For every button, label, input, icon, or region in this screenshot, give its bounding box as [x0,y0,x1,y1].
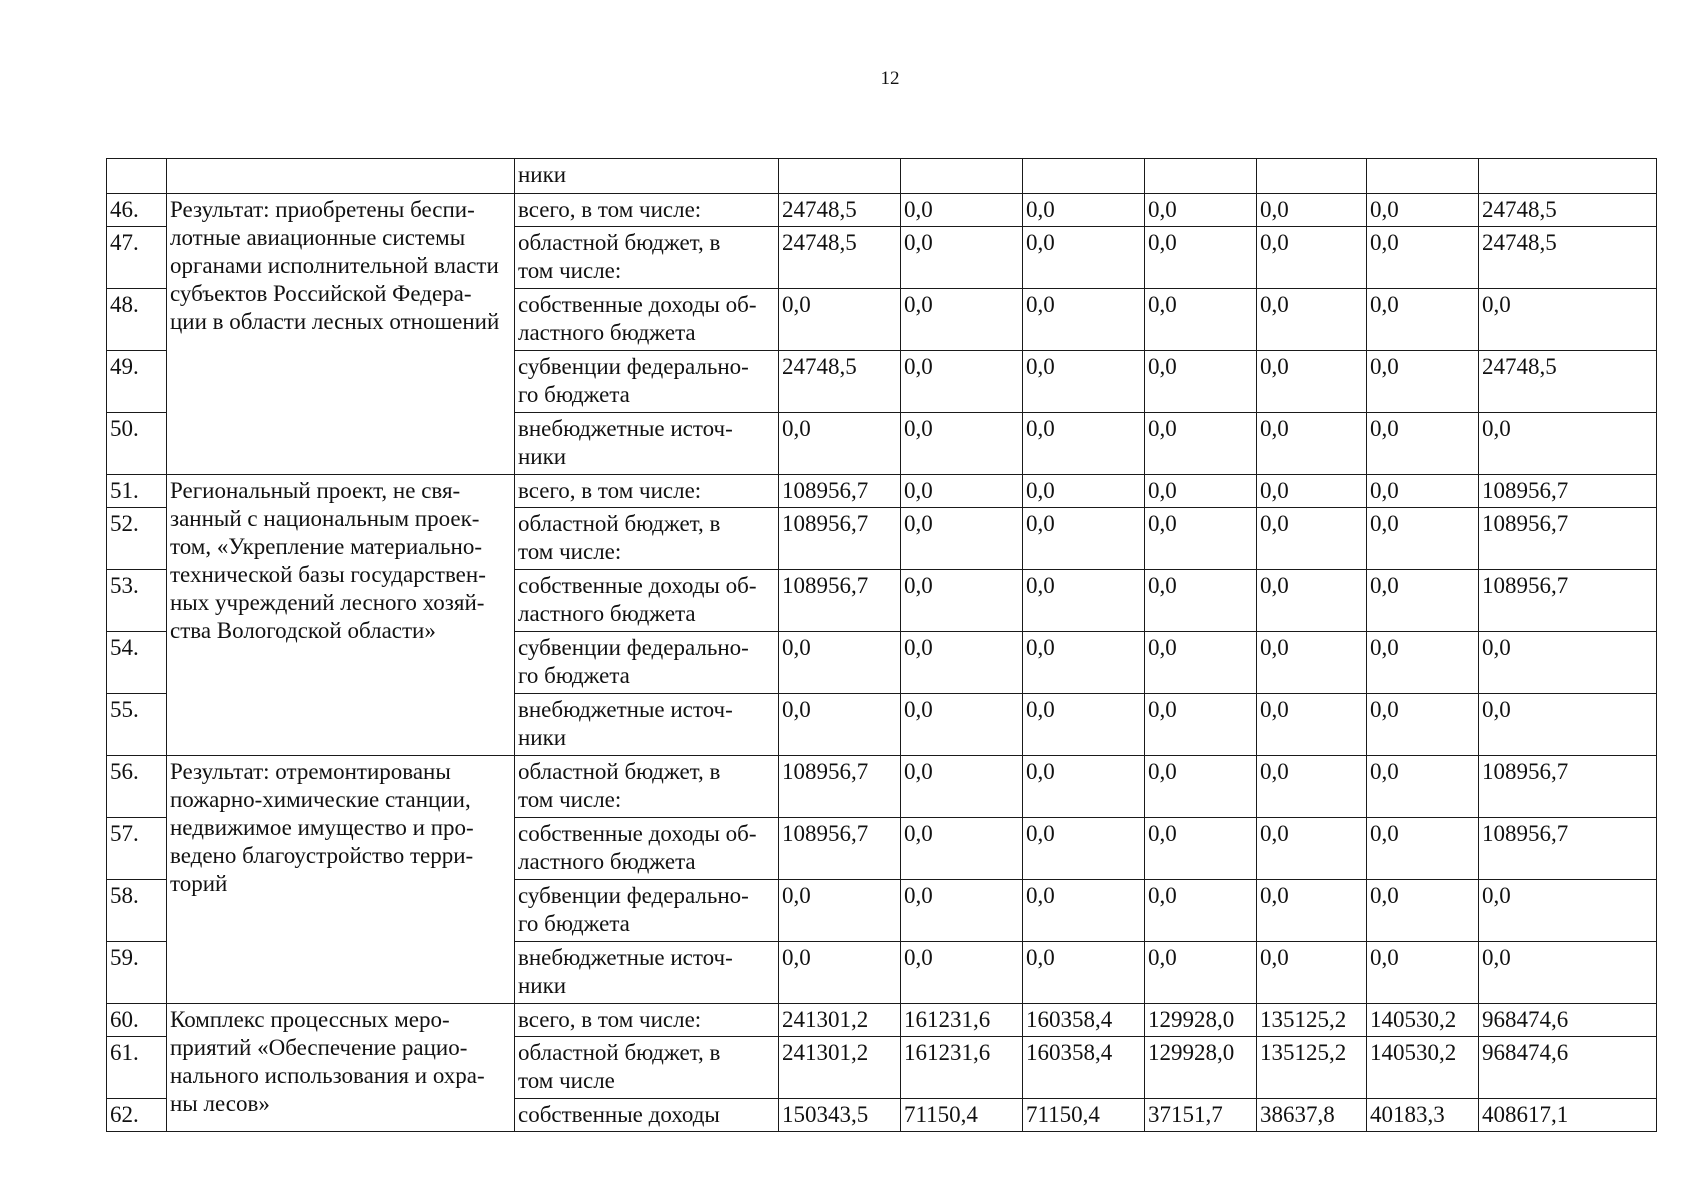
row-number-cell: 47. [107,227,167,289]
value-cell: 0,0 [1257,508,1367,570]
value-cell [1023,159,1145,194]
value-cell: 0,0 [901,818,1023,880]
funding-source-cell [515,756,779,818]
description-cell [167,756,515,1004]
funding-source-line: ластного бюджета [518,849,696,874]
description-cell [167,159,515,194]
value-cell: 0,0 [1145,194,1257,227]
funding-source-line: субвенции федерально- [518,354,749,379]
value-cell: 161231,6 [901,1037,1023,1099]
value-cell: 0,0 [901,694,1023,756]
value-cell: 108956,7 [779,818,901,880]
funding-source-line: го бюджета [518,382,630,407]
funding-source-cell [515,570,779,632]
value-cell: 0,0 [1023,351,1145,413]
description-line: лотные авиационные системы [170,225,466,250]
funding-source-line: внебюджетные источ- [518,697,733,722]
description-line: торий [170,871,228,896]
value-cell: 108956,7 [1479,818,1657,880]
value-cell: 0,0 [1023,475,1145,508]
funding-source-line: ники [518,725,567,750]
funding-source-line: областной бюджет, в [518,759,721,784]
row-number-cell: 61. [107,1037,167,1099]
value-cell: 0,0 [779,880,901,942]
value-cell: 24748,5 [1479,194,1657,227]
funding-source-line: том числе: [518,787,622,812]
value-cell: 0,0 [1145,413,1257,475]
row-number-cell: 50. [107,413,167,475]
value-cell: 0,0 [1145,818,1257,880]
description-cell [167,475,515,756]
value-cell: 0,0 [1145,756,1257,818]
value-cell: 108956,7 [779,756,901,818]
value-cell: 0,0 [1023,632,1145,694]
funding-source-line: областной бюджет, в [518,1040,721,1065]
description-line: ных учреждений лесного хозяй- [170,590,485,615]
value-cell: 0,0 [901,880,1023,942]
table-row [107,756,1657,818]
value-cell: 0,0 [1145,351,1257,413]
value-cell: 108956,7 [1479,570,1657,632]
description-line: пожарно-химические станции, [170,787,471,812]
value-cell: 129928,0 [1145,1004,1257,1037]
value-cell: 0,0 [1367,632,1479,694]
description-line: занный с национальным проек- [170,506,480,531]
funding-source-line: том числе: [518,258,622,283]
value-cell: 0,0 [1023,227,1145,289]
value-cell: 0,0 [1145,508,1257,570]
row-number-cell: 58. [107,880,167,942]
row-number-cell: 52. [107,508,167,570]
value-cell: 108956,7 [779,475,901,508]
value-cell [1479,159,1657,194]
value-cell: 0,0 [1023,694,1145,756]
funding-source-line: том числе [518,1068,615,1093]
value-cell: 0,0 [1367,475,1479,508]
value-cell: 0,0 [1367,880,1479,942]
table-row [107,194,1657,227]
value-cell: 0,0 [1145,570,1257,632]
funding-source-line: субвенции федерально- [518,883,749,908]
value-cell: 0,0 [1367,227,1479,289]
table-body [107,159,1657,1132]
value-cell: 0,0 [1023,570,1145,632]
value-cell: 0,0 [1023,289,1145,351]
description-line: приятий «Обеспечение рацио- [170,1035,468,1060]
value-cell: 0,0 [779,694,901,756]
row-number-cell: 59. [107,942,167,1004]
funding-source-line: областной бюджет, в [518,230,721,255]
funding-source-line: ластного бюджета [518,320,696,345]
value-cell: 150343,5 [779,1099,901,1132]
funding-source-line: собственные доходы об- [518,573,757,598]
value-cell: 0,0 [901,194,1023,227]
value-cell: 129928,0 [1145,1037,1257,1099]
value-cell: 0,0 [1479,632,1657,694]
description-line: Комплекс процессных меро- [170,1007,450,1032]
funding-source-line: всего, в том числе: [518,1007,702,1032]
funding-source-cell [515,194,779,227]
funding-source-line: всего, в том числе: [518,478,702,503]
funding-source-line: областной бюджет, в [518,511,721,536]
value-cell: 24748,5 [1479,227,1657,289]
value-cell: 108956,7 [1479,508,1657,570]
value-cell: 0,0 [901,351,1023,413]
value-cell: 0,0 [901,289,1023,351]
funding-source-line: ластного бюджета [518,601,696,626]
value-cell: 108956,7 [779,508,901,570]
value-cell: 0,0 [1479,289,1657,351]
value-cell [1367,159,1479,194]
value-cell: 0,0 [901,570,1023,632]
value-cell: 71150,4 [901,1099,1023,1132]
value-cell: 0,0 [1479,880,1657,942]
value-cell: 0,0 [1145,694,1257,756]
value-cell: 0,0 [1367,508,1479,570]
description-line: Результат: отремонтированы [170,759,451,784]
value-cell: 0,0 [901,508,1023,570]
row-number-cell: 54. [107,632,167,694]
value-cell: 0,0 [1257,413,1367,475]
table-row [107,1004,1657,1037]
value-cell: 0,0 [1023,818,1145,880]
value-cell: 160358,4 [1023,1004,1145,1037]
value-cell: 24748,5 [1479,351,1657,413]
description-cell [167,194,515,475]
value-cell: 0,0 [901,475,1023,508]
row-number-cell: 60. [107,1004,167,1037]
funding-source-cell [515,1004,779,1037]
value-cell: 0,0 [779,632,901,694]
value-cell: 0,0 [1145,942,1257,1004]
value-cell: 0,0 [1367,194,1479,227]
funding-source-line: го бюджета [518,911,630,936]
value-cell: 0,0 [1023,942,1145,1004]
value-cell: 0,0 [779,413,901,475]
value-cell: 0,0 [1145,227,1257,289]
description-cell [167,1004,515,1132]
funding-source-cell [515,818,779,880]
value-cell: 71150,4 [1023,1099,1145,1132]
description-line: субъектов Российской Федера- [170,281,472,306]
funding-source-cell [515,475,779,508]
value-cell: 0,0 [779,289,901,351]
funding-source-line: том числе: [518,539,622,564]
row-number-cell: 56. [107,756,167,818]
row-number-cell: 62. [107,1099,167,1132]
value-cell: 108956,7 [779,570,901,632]
funding-source-line: субвенции федерально- [518,635,749,660]
funding-source-cell: ники [515,159,779,194]
funding-source-cell [515,1037,779,1099]
description-line: органами исполнительной власти [170,253,499,278]
value-cell: 0,0 [1023,508,1145,570]
value-cell: 135125,2 [1257,1037,1367,1099]
value-cell: 24748,5 [779,351,901,413]
description-line: ны лесов» [170,1091,270,1116]
row-number-cell: 48. [107,289,167,351]
row-number-cell [107,159,167,194]
row-number-cell: 51. [107,475,167,508]
value-cell: 0,0 [1257,632,1367,694]
value-cell [1145,159,1257,194]
value-cell: 0,0 [1257,694,1367,756]
page-number: 12 [880,68,900,89]
row-number-cell: 57. [107,818,167,880]
funding-source-cell [515,880,779,942]
funding-source-line: внебюджетные источ- [518,945,733,970]
description-line: технической базы государствен- [170,562,486,587]
value-cell: 0,0 [1367,413,1479,475]
description-line: Результат: приобретены беспи- [170,197,475,222]
funding-source-cell [515,1099,779,1132]
value-cell: 108956,7 [1479,475,1657,508]
funding-source-line: собственные доходы [518,1102,720,1127]
value-cell: 37151,7 [1145,1099,1257,1132]
value-cell: 0,0 [901,942,1023,1004]
value-cell [901,159,1023,194]
value-cell: 0,0 [1367,570,1479,632]
description-line: ции в области лесных отношений [170,309,500,334]
value-cell: 135125,2 [1257,1004,1367,1037]
value-cell: 0,0 [1145,632,1257,694]
value-cell: 0,0 [1257,756,1367,818]
value-cell: 0,0 [1257,570,1367,632]
row-number-cell: 55. [107,694,167,756]
description-line: ства Вологодской области» [170,618,436,643]
value-cell: 0,0 [1367,756,1479,818]
row-number-cell: 53. [107,570,167,632]
value-cell: 0,0 [1023,194,1145,227]
funding-source-cell [515,413,779,475]
value-cell: 0,0 [1145,475,1257,508]
value-cell: 24748,5 [779,194,901,227]
funding-source-line: ники [518,444,567,469]
funding-source-line: собственные доходы об- [518,292,757,317]
value-cell: 0,0 [1367,818,1479,880]
value-cell: 161231,6 [901,1004,1023,1037]
description-line: нального использования и охра- [170,1063,485,1088]
description-line: Региональный проект, не свя- [170,478,461,503]
value-cell: 24748,5 [779,227,901,289]
value-cell: 968474,6 [1479,1037,1657,1099]
value-cell: 0,0 [1479,694,1657,756]
funding-source-line: всего, в том числе: [518,197,702,222]
value-cell: 0,0 [1367,694,1479,756]
value-cell: 0,0 [1367,351,1479,413]
funding-source-cell [515,289,779,351]
funding-source-cell [515,694,779,756]
value-cell: 38637,8 [1257,1099,1367,1132]
value-cell: 0,0 [1257,942,1367,1004]
table-row [107,475,1657,508]
value-cell: 140530,2 [1367,1004,1479,1037]
description-line: том, «Укрепление материально- [170,534,483,559]
budget-table [106,158,1657,1132]
value-cell: 0,0 [901,632,1023,694]
table-row-continuation [107,159,1657,194]
value-cell: 241301,2 [779,1037,901,1099]
value-cell: 241301,2 [779,1004,901,1037]
value-cell: 968474,6 [1479,1004,1657,1037]
value-cell: 0,0 [1023,756,1145,818]
description-line: недвижимое имущество и про- [170,815,474,840]
value-cell: 0,0 [1145,880,1257,942]
funding-source-line: внебюджетные источ- [518,416,733,441]
value-cell: 0,0 [1479,413,1657,475]
value-cell: 0,0 [1257,351,1367,413]
value-cell: 140530,2 [1367,1037,1479,1099]
value-cell: 0,0 [1479,942,1657,1004]
funding-source-cell [515,508,779,570]
value-cell: 408617,1 [1479,1099,1657,1132]
value-cell: 0,0 [1145,289,1257,351]
funding-source-line: го бюджета [518,663,630,688]
funding-source-cell [515,227,779,289]
value-cell: 0,0 [1257,880,1367,942]
value-cell: 0,0 [779,942,901,1004]
value-cell: 0,0 [1257,289,1367,351]
value-cell: 0,0 [1023,880,1145,942]
value-cell: 0,0 [1257,194,1367,227]
row-number-cell: 46. [107,194,167,227]
value-cell: 40183,3 [1367,1099,1479,1132]
budget-table-container [106,158,1656,1132]
value-cell: 0,0 [1257,227,1367,289]
value-cell: 108956,7 [1479,756,1657,818]
value-cell [1257,159,1367,194]
value-cell: 0,0 [1257,818,1367,880]
value-cell: 0,0 [1257,475,1367,508]
value-cell: 0,0 [901,413,1023,475]
value-cell: 0,0 [1367,942,1479,1004]
value-cell: 0,0 [1367,289,1479,351]
funding-source-cell [515,351,779,413]
value-cell: 160358,4 [1023,1037,1145,1099]
value-cell [779,159,901,194]
description-line: ведено благоустройство терри- [170,843,474,868]
row-number-cell: 49. [107,351,167,413]
funding-source-cell [515,942,779,1004]
value-cell: 0,0 [1023,413,1145,475]
funding-source-line: собственные доходы об- [518,821,757,846]
value-cell: 0,0 [901,756,1023,818]
funding-source-cell [515,632,779,694]
funding-source-line: ники [518,973,567,998]
value-cell: 0,0 [901,227,1023,289]
